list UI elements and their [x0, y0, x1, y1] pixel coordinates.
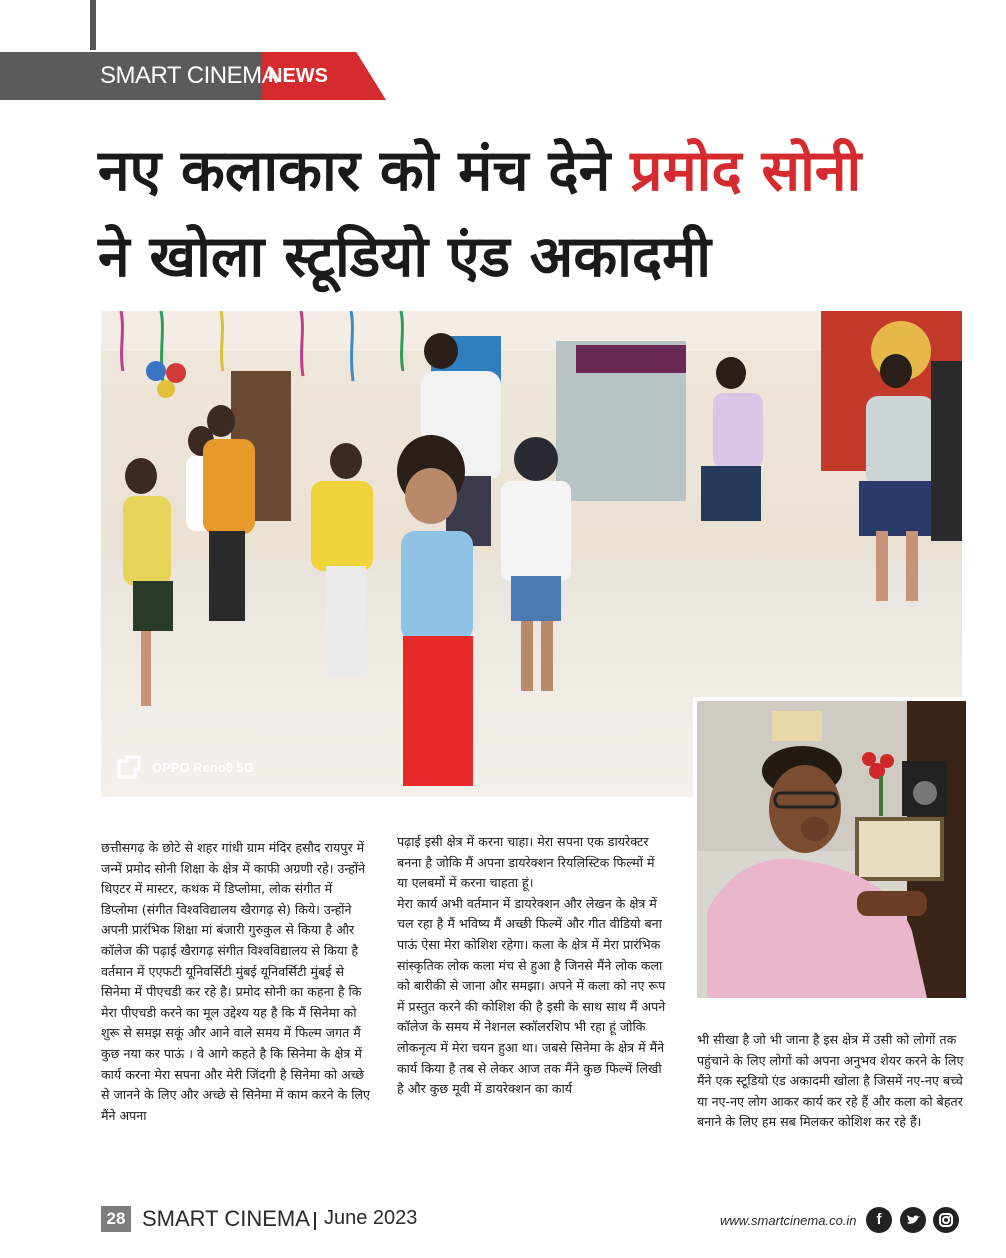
article-column-1 — [101, 838, 371, 1126]
magazine-brand: SMART CINEMA — [100, 62, 278, 89]
article-paragraph: मेरा कार्य अभी वर्तमान में डायरेक्शन और लेखन के क्षेत्र में चल रहा है मैं भविष्य मैं अच्छी फिल्में और गीत वीडियो बना पाऊं ऐसा मेरा कोशिश रहेगा। कला के क्षेत्र में मेरा प्रारंभिक सांस्कृतिक लोक कला मंच से हुआ है जिनसे मैंने लोक कला को बारीकी से जाना और समझा। अपने में कला को नए रूप में प्रस्तुत करने की कोशिश की है इसी के साथ साथ मैं अपने कॉलेज के समय में नेशनल स्कॉलरशिप भी रहा हूं जोकि लोकनृत्य में मेरा चयन हुआ था। जबसे सिनेमा के क्षेत्र में मैंने कार्य किया है तब से लेकर आज तक मैंने कुछ फिल्में लिखी है और कुछ मूवी में डायरेक्शन का कार्य — [397, 895, 666, 1097]
footer-divider — [314, 1212, 316, 1230]
website-link[interactable]: www.smartcinema.co.in — [720, 1213, 857, 1228]
top-rule — [90, 0, 96, 50]
portrait-photo — [693, 697, 966, 998]
article-paragraph: भी सीखा है जो भी जाना है इस क्षेत्र में उसी को लोगों तक पहुंचाने के लिए लोगों को अपना अनुभव शेयर करने के लिए मैंने एक स्टूडियो एंड अकादमी खोला है जिसमें नए-नए बच्चे या नए-नए लोग आकर कार्य कर रहे हैं और कला को बेहतर बनाने के लिए हम सब मिलकर कोशिश कर रहे हैं। — [697, 1032, 964, 1130]
footer-brand: SMART CINEMA — [142, 1206, 310, 1231]
headline-part2: ने खोला स्टूडियो एंड अकादमी — [98, 224, 712, 290]
page-title — [98, 128, 978, 300]
instagram-icon[interactable] — [933, 1207, 959, 1233]
article-column-2 — [397, 832, 667, 1100]
facebook-icon[interactable]: f — [866, 1207, 892, 1233]
article-paragraph: पढ़ाई इसी क्षेत्र में करना चाहा। मेरा सपना एक डायरेक्टर बनना है जोकि मैं अपना डायरेक्शन रियलिस्टिक फिल्मों में या एलबमों में करना चाहता हूं। — [397, 834, 655, 891]
section-label: NEWS — [268, 65, 328, 87]
page-number: 28 — [101, 1206, 131, 1232]
portrait-illustration — [697, 701, 966, 998]
issue-date: June 2023 — [324, 1207, 418, 1229]
camera-watermark: OPPO Reno8 5G — [152, 760, 254, 775]
article-paragraph: छत्तीसगढ़ के छोटे से शहर गांधी ग्राम मंदिर हसौद रायपुर में जन्में प्रमोद सोनी शिक्षा के क्षेत्र में काफी अग्रणी रहे। उन्होंने थिएटर में मास्टर, कथक में डिप्लोमा, लोक संगीत में डिप्लोमा (संगीत विश्वविद्यालय खैरागढ़ से) किये। उन्होंने अपनी प्रारंभिक शिक्षा मां बंजारी गुरुकुल से किया है और कॉलेज की पढ़ाई खैरागढ़ संगीत विश्वविद्यालय से किया है वर्तमान में एएफटी यूनिवर्सिटी मुंबई यूनिवर्सिटी मुंबई से सिनेमा में पीएचडी कर रहे है। प्रमोद सोनी का कहना है कि मेरा पीएचडी करने का मूल उद्देश्य यह है कि मैं सिनेमा को शुरू से समझ सकूं और आने वाले समय में फिल्म जगत मैं कुछ नया कर पाऊं । वे आगे कहते है कि सिनेमा के क्षेत्र में कार्य करना मेरा सपना और मेरी जिंदगी है सिनेमा को अच्छे से जानने के लिए और अच्छे से सिनेमा में काम करने के लिए मैंने अपना — [101, 840, 371, 1123]
camera-logo-icon — [117, 755, 141, 779]
headline-highlight: प्रमोद सोनी — [630, 138, 862, 204]
article-column-3 — [697, 1030, 965, 1133]
headline-part1: नए कलाकार को मंच देने — [98, 138, 611, 204]
twitter-icon[interactable] — [900, 1207, 926, 1233]
